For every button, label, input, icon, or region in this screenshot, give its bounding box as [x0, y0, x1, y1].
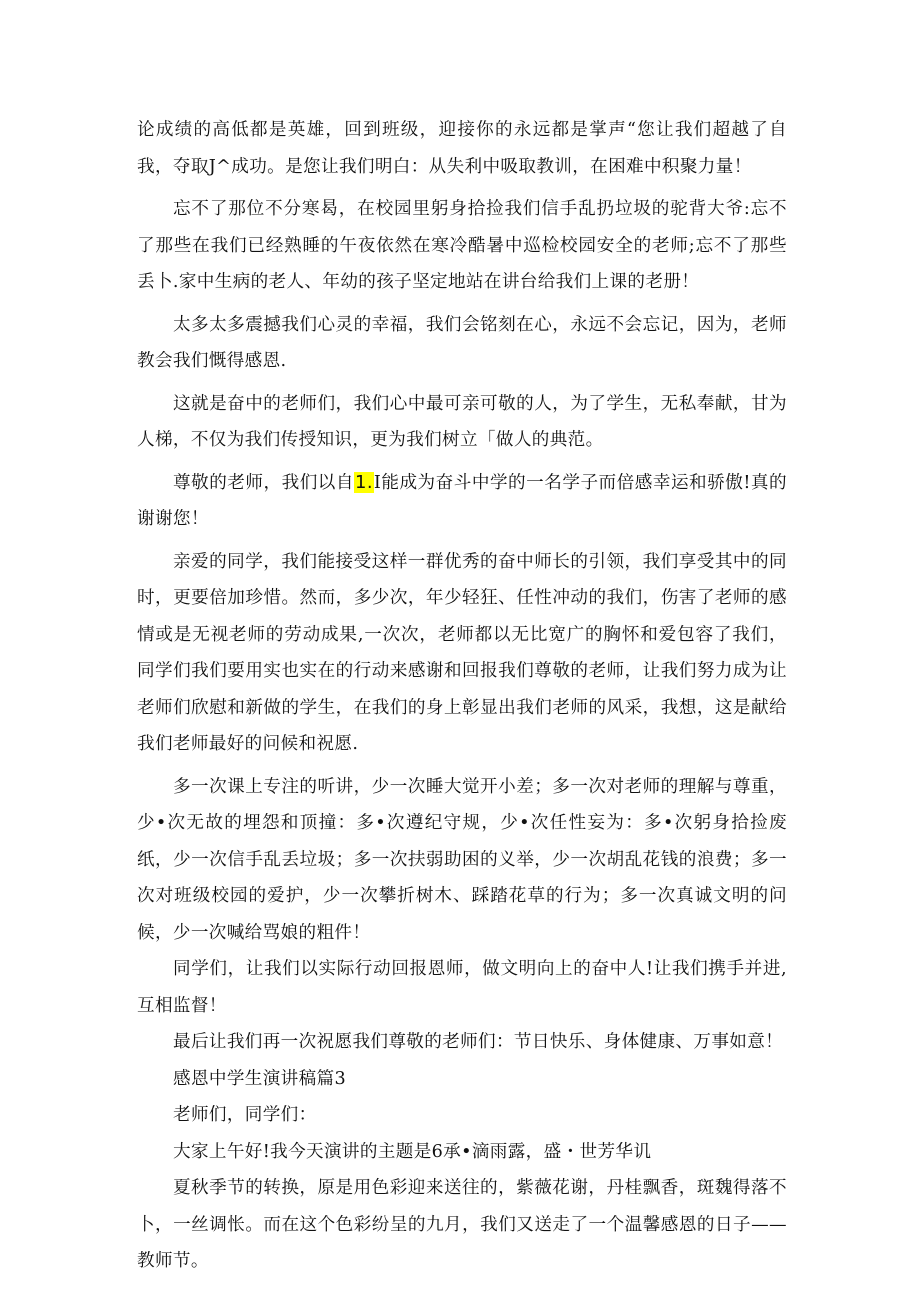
salutation: 老师们，同学们： — [173, 1105, 317, 1125]
paragraph-6: 亲爱的同学，我们能接受这样一群优秀的奋中师长的引领，我们享受其中的同时，更要倍加珍惜。然而，多少次，年少轻狂、任性冲动的我们，伤害了老师的感情或是无视老师的劳动成果,一次次，老师都以无比宽广的胸怀和爱包容了我们，同学们我们要用实也实在的行动来感谢和回报我们尊敬的老师，让我们努力成为让老师们欣慰和新做的学生，在我们的身上彰显出我们老师的风采，我想，这是献给我们老师最好的问候和祝愿. — [137, 551, 787, 754]
paragraph-5-after: I能成为奋斗中学的一名学子而倍感幸运和骄傲!真的谢谢您！ — [137, 472, 787, 529]
paragraph-7: 多一次课上专注的听讲，少一次睡大觉开小差；多一次对老师的理解与尊重，少•次无故的埋怨和顶撞：多•次遵纪守规，少•次任性妄为：多•次躬身拾捡废纸，少一次信手乱丢垃圾；多一次扶弱助困的义举，少一次胡乱花钱的浪费；多一次对班级校园的爱护，少一次攀折树木、踩踏花草的行为；多一次真诚文明的问候，少一次喊给骂娘的粗件！ — [137, 776, 787, 943]
section-heading: 感恩中学生演讲稿篇3 — [173, 1068, 347, 1089]
paragraph-12: 大家上午好!我今天演讲的主题是6承•滴雨露，盛・世芳华讥 — [173, 1141, 652, 1162]
paragraph-4: 这就是奋中的老师们，我们心中最可亲可敬的人，为了学生，无私奉献，甘为人梯，不仅为我们传授知识，更为我们树立「做人的典范。 — [137, 393, 787, 450]
paragraph-9: 最后让我们再一次祝愿我们尊敬的老师们：节日快乐、身体健康、万事如意！ — [173, 1032, 784, 1052]
document-body — [137, 112, 787, 1280]
paragraph-1: 论成绩的高低都是英雄，回到班级，迎接你的永远都是掌声“您让我们超越了自我，夺取J^成功。是您让我们明白：从失利中吸取教训，在困难中积聚力量！ — [137, 120, 787, 177]
paragraph-5-before: 尊敬的老师，我们以自 — [173, 472, 355, 493]
paragraph-5 — [137, 465, 787, 538]
paragraph-3: 太多太多震撼我们心灵的幸福，我们会铭刻在心，永远不会忘记，因为，老师教会我们慨得感恩. — [137, 314, 787, 371]
paragraph-8: 同学们，让我们以实际行动回报恩师，做文明向上的奋中人!让我们携手并进,互相监督！ — [137, 959, 787, 1016]
highlighted-text: 1. — [355, 471, 373, 493]
paragraph-2: 忘不了那位不分寒曷，在校园里躬身拾捡我们信手乱扔垃圾的驼背大爷:忘不了那些在我们已经熟睡的午夜依然在寒冷酷暑中巡检校园安全的老师;忘不了那些丢卜.家中生病的老人、年幼的孩子坚定地站在讲台给我们上课的老册！ — [137, 199, 787, 292]
paragraph-13: 夏秋季节的转换，原是用色彩迎来送往的，紫薇花谢，丹桂飘香，斑魏得落不卜，一丝调怅。而在这个色彩纷呈的九月，我们又送走了一个温馨感恩的日子——教师节。 — [137, 1178, 787, 1271]
